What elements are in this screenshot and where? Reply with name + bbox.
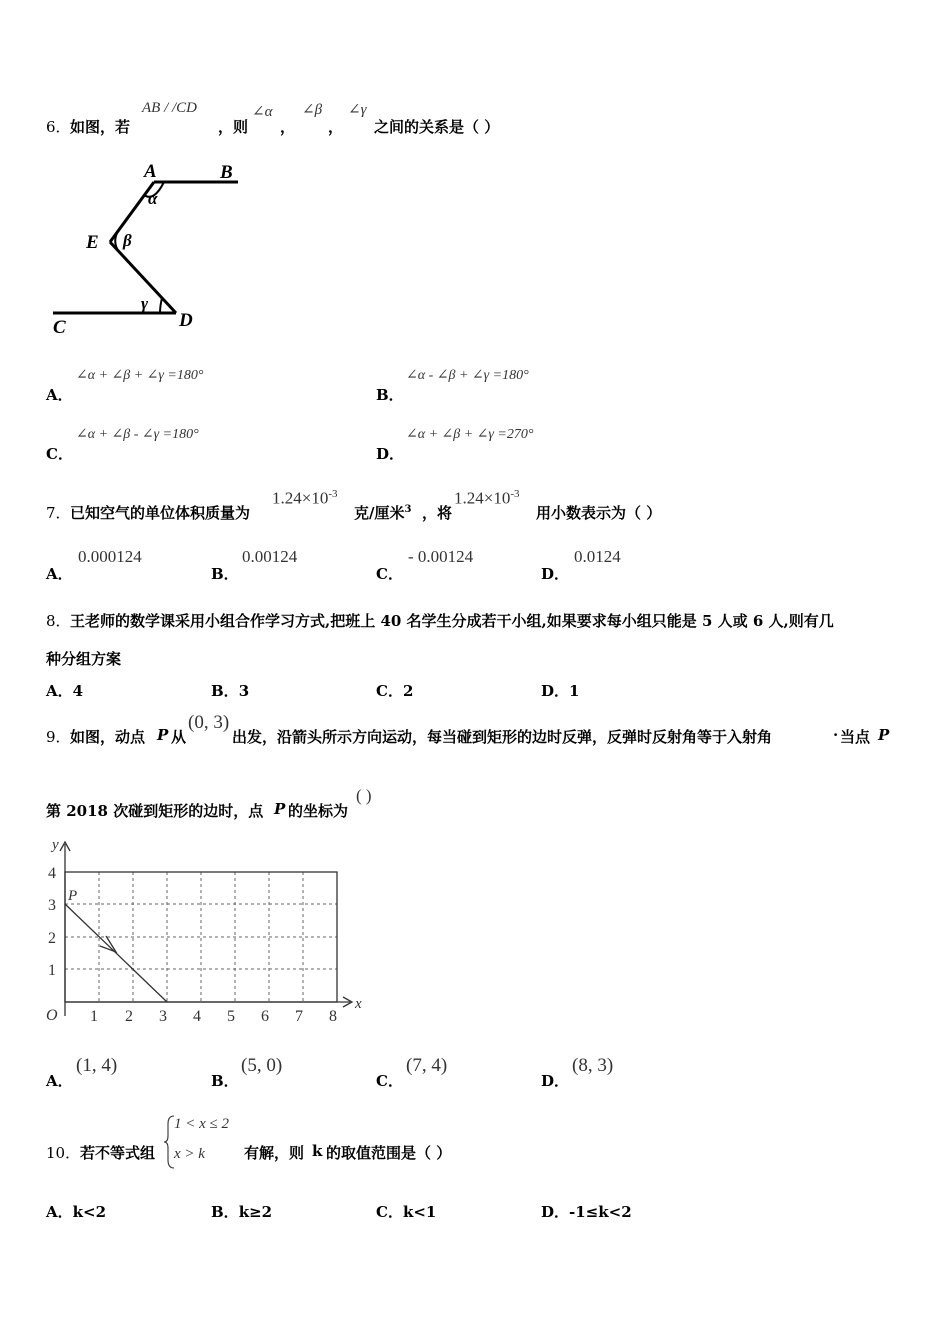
x-tick-1: 1 [90, 1008, 98, 1025]
q6-option-c-label[interactable]: C． [46, 445, 73, 463]
q7-option-a-expr: 0.000124 [78, 547, 142, 566]
q7-exp-2: -3 [510, 488, 520, 500]
q7-number: 7． [46, 504, 71, 522]
q9-label-p: P [68, 888, 78, 904]
q10-number: 10． [46, 1144, 81, 1162]
q7-option-d-expr: 0.0124 [574, 547, 621, 566]
label-a: A [144, 161, 157, 182]
q8-option-c[interactable]: C．2 [376, 682, 414, 700]
q9-option-c-label[interactable]: C． [376, 1072, 403, 1090]
q9-text-pre: 如图，动点 [70, 728, 146, 746]
q6-option-c-expr: ∠α + ∠β - ∠γ =180° [76, 427, 199, 442]
q7-value-2: $1.24\times 10^{-3}$ [454, 488, 520, 508]
x-tick-2: 2 [125, 1008, 133, 1025]
q6-option-a-expr: ∠α + ∠β + ∠γ =180° [76, 368, 204, 383]
y-tick-3: 3 [48, 897, 56, 914]
x-tick-5: 5 [227, 1008, 235, 1025]
x-tick-7: 7 [295, 1008, 303, 1025]
q6-condition: AB / /CD [142, 100, 197, 116]
q9-line2-post: 的坐标为 [288, 802, 349, 820]
q8-option-d[interactable]: D．1 [541, 682, 580, 700]
q10-text-post-b: 的取值范围是（ ） [326, 1144, 452, 1162]
arc-gamma [160, 298, 162, 313]
x-tick-6: 6 [261, 1008, 269, 1025]
q6-option-d-expr: ∠α + ∠β + ∠γ =270° [406, 427, 534, 442]
q8-option-a[interactable]: A．4 [46, 682, 84, 700]
q9-line2-pre: 第 2018 次碰到矩形的边时，点 [46, 802, 264, 820]
x-tick-8: 8 [329, 1008, 337, 1025]
q7-option-c-expr: - 0.00124 [408, 547, 474, 566]
q9-grid [65, 872, 337, 1002]
q9-number: 9． [46, 728, 71, 746]
q10-k: k [312, 1142, 323, 1160]
q7-text-mid: ，将 [422, 504, 453, 522]
q9-option-a-expr: (1, 4) [76, 1055, 118, 1076]
q6-text-pre: 如图，若 [70, 118, 131, 136]
q9-answer-paren: ( ) [356, 786, 372, 805]
q10-system-line-1: 1 < x ≤ 2 [174, 1116, 230, 1132]
q6-angle-beta: ∠β [302, 102, 323, 118]
q10-option-b[interactable]: B．k≥2 [211, 1203, 273, 1221]
q9-middot: · [833, 726, 839, 744]
q7-value-1: $1.24\times 10^{-3}$ [272, 488, 338, 508]
q9-y-ticks [48, 865, 56, 979]
q10-option-c[interactable]: C．k<1 [376, 1203, 437, 1221]
q10-system-line-2: x > k [174, 1146, 205, 1162]
q6-angle-gamma: ∠γ [348, 102, 367, 118]
q9-text-from: 从 [171, 728, 187, 746]
q7-unit-sup: 3 [404, 504, 412, 515]
q7-option-a-label[interactable]: A． [46, 565, 73, 583]
y-tick-1: 1 [48, 962, 56, 979]
q7-option-b-expr: 0.00124 [242, 547, 298, 566]
y-tick-2: 2 [48, 930, 56, 947]
label-e: E [86, 232, 99, 253]
q9-origin: O [46, 1007, 58, 1024]
label-b: B [220, 162, 233, 183]
q9-option-d-label[interactable]: D． [541, 1072, 570, 1090]
q7-unit: 克/厘米$^3$ [354, 504, 412, 522]
q7-text-pre: 已知空气的单位体积质量为 [70, 504, 251, 522]
q6-comma-2: ， [328, 118, 344, 136]
q9-point-p-3: P [274, 800, 286, 818]
q6-option-a-label[interactable]: A． [46, 386, 73, 404]
q6-angle-alpha: ∠α [252, 104, 273, 120]
q7-option-b-label[interactable]: B． [211, 565, 239, 583]
q6-number: 6． [46, 118, 71, 136]
q6-text-mid: ，则 [218, 118, 249, 136]
q7-option-d-label[interactable]: D． [541, 565, 570, 583]
q9-y-label: y [52, 837, 59, 853]
q8-option-b[interactable]: B．3 [211, 682, 250, 700]
q10-text-post-a: 有解，则 [244, 1144, 305, 1162]
q7-exp-1: -3 [328, 488, 338, 500]
q10-text-pre: 若不等式组 [80, 1144, 156, 1162]
q7-option-c-label[interactable]: C． [376, 565, 403, 583]
q6-text-post: 之间的关系是（ ） [374, 118, 500, 136]
q9-graph [40, 836, 370, 1032]
q9-start-coord: (0, 3) [188, 712, 230, 733]
q6-figure [48, 158, 238, 338]
label-beta: β [123, 231, 132, 250]
q6-option-b-expr: ∠α - ∠β + ∠γ =180° [406, 368, 529, 383]
label-alpha: α [148, 189, 158, 208]
q9-point-p-2: P [878, 726, 890, 744]
q9-option-d-expr: (8, 3) [572, 1055, 614, 1076]
label-d: D [179, 310, 193, 331]
q7-text-post: 用小数表示为（ ） [536, 504, 662, 522]
x-tick-4: 4 [193, 1008, 201, 1025]
q9-text-tail: 当点 [840, 728, 871, 746]
label-gamma: γ [141, 294, 149, 313]
q9-path [65, 904, 167, 1002]
x-tick-3: 3 [159, 1008, 167, 1025]
q9-direction-arrow [100, 936, 116, 952]
q9-option-b-expr: (5, 0) [241, 1055, 283, 1076]
q10-option-a[interactable]: A．k<2 [46, 1203, 107, 1221]
q8-number: 8． [46, 612, 71, 630]
q9-x-label: x [355, 996, 362, 1012]
q9-option-a-label[interactable]: A． [46, 1072, 73, 1090]
q9-text-post: 出发，沿箭头所示方向运动，每当碰到矩形的边时反弹，反弹时反射角等于入射角 [232, 728, 773, 746]
q8-line-1: 王老师的数学课采用小组合作学习方式,把班上 40 名学生分成若干小组,如果要求每小组只能是 5 人或 6 人,则有几 [70, 612, 834, 630]
q9-x-ticks [90, 1008, 337, 1025]
q9-point-p-1: P [157, 726, 169, 744]
q6-comma-1: ， [280, 118, 296, 136]
q6-option-b-label[interactable]: B． [376, 386, 404, 404]
q6-option-d-label[interactable]: D． [376, 445, 405, 463]
q9-option-c-expr: (7, 4) [406, 1055, 448, 1076]
q8-line-2: 种分组方案 [46, 650, 122, 668]
label-c: C [53, 317, 66, 338]
q9-option-b-label[interactable]: B． [211, 1072, 239, 1090]
y-tick-4: 4 [48, 865, 56, 882]
q10-option-d[interactable]: D．-1≤k<2 [541, 1203, 632, 1221]
